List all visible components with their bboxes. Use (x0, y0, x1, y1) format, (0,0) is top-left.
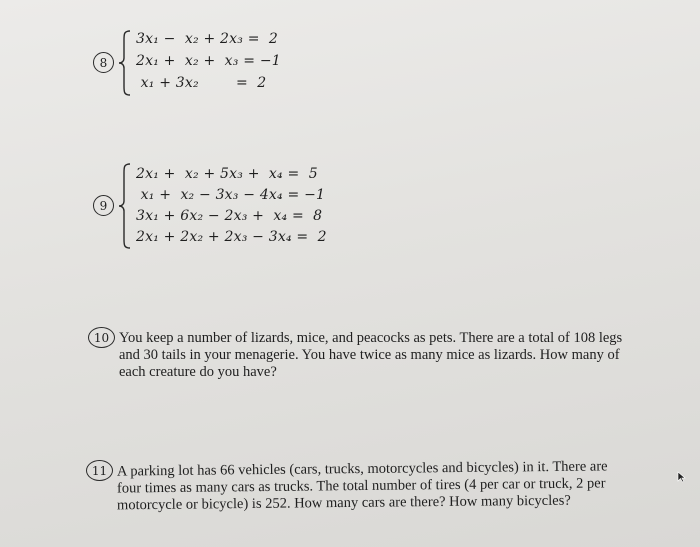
problem-text-line: and 30 tails in your menagerie. You have twice as many mice as lizards. How many of (119, 347, 620, 363)
problem-number-8: 8 (93, 52, 114, 73)
equation-line: 2x₁ + x₂ + x₃ = −1 (136, 53, 281, 69)
equation-line: 2x₁ + x₂ + 5x₃ + x₄ = 5 (136, 166, 318, 182)
problem-text-line: You keep a number of lizards, mice, and peacocks as pets. There are a total of 108 legs (119, 330, 623, 346)
equation-line: 3x₁ + 6x₂ − 2x₃ + x₄ = 8 (136, 208, 323, 224)
problem-text-line: motorcycle or bicycle) is 252. How many cars are there? How many bicycles? (116, 492, 571, 514)
left-brace-icon (118, 30, 132, 96)
problem-text-line: each creature do you have? (119, 364, 277, 380)
left-brace-icon (118, 163, 132, 249)
problem-text-line: A parking lot has 66 vehicles (cars, trucks, motorcycles and bicycles) in it. There are (116, 458, 608, 480)
equation-line: 3x₁ − x₂ + 2x₃ = 2 (136, 31, 279, 47)
problem-text-line: four times as many cars as trucks. The total number of tires (4 per car or truck, 2 per (116, 475, 606, 497)
equation-line: x₁ + x₂ − 3x₃ − 4x₄ = −1 (136, 187, 326, 203)
mouse-pointer-icon (677, 471, 686, 483)
equation-line: 2x₁ + 2x₂ + 2x₃ − 3x₄ = 2 (136, 229, 327, 245)
problem-number-11: 11 (86, 460, 113, 481)
problem-number-9: 9 (93, 195, 114, 216)
equation-line: x₁ + 3x₂ = 2 (136, 75, 267, 91)
problem-number-10: 10 (88, 327, 115, 348)
